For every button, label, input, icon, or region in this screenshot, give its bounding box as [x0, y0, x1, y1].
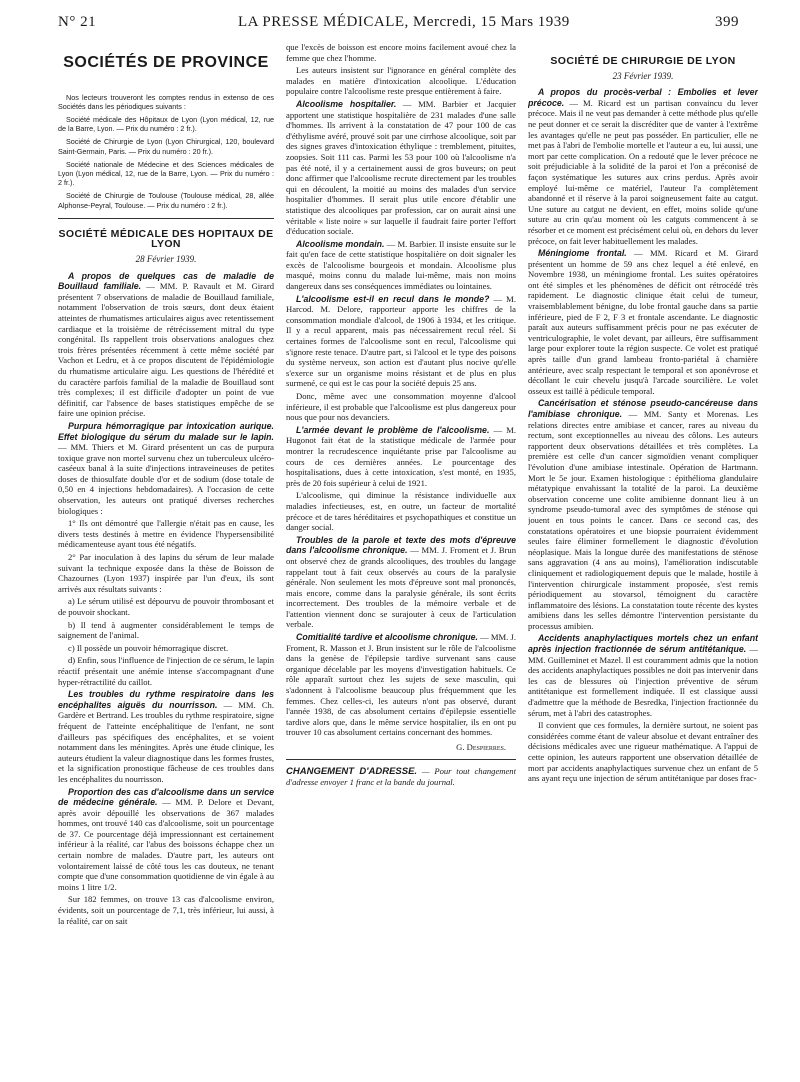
article-title: Accidents anaphylactiques mortels chez un enfant après injection fractionnée de sérum antitétanique. — [528, 633, 758, 655]
article-body: — M. Barbier. Il insiste ensuite sur le fait qu'en face de cette statistique hospitalière on doit signaler les excès de l'alcoolisme bourgeois et mondain. Alcoolisme plus masqué, moins connu du malade lui-même, mais non moins dangereux dans ses conséquences immédiates ou lointaines. — [286, 238, 516, 292]
article — [286, 239, 516, 292]
article-title: Méningiome frontal. — [538, 248, 627, 259]
intro-block — [58, 93, 274, 210]
paragraph: 2° Par inoculation à des lapins du sérum de leur malade suivant la technique exposée dans la thèse de Boisson de Chazournes (Lyon 1937) inspirée par l'un d'eux, ils sont arrivés aux résultats suivants : — [58, 552, 274, 594]
article — [286, 632, 516, 738]
article-title: Purpura hémorragique par intoxication aurique. Effet biologique du sérum du malade sur le lapin. — [58, 420, 274, 442]
intro-line: Société nationale de Médecine et des Sciences médicales de Lyon (Lyon médical, 12, rue de la Barre, Lyon. — Prix du numéro : 2 fr.). — [58, 159, 274, 188]
column-1 — [58, 42, 274, 1062]
issue-number: N° 21 — [58, 14, 97, 30]
session-date: 23 Février 1939. — [612, 70, 674, 81]
article-title: Alcoolisme mondain. — [296, 238, 385, 249]
article — [528, 398, 758, 631]
article-body: — MM. Santy et Morenas. Les relations directes entre amibiase et cancer, rares au niveau du rectum, sont exceptionnelles au niveau des côlons. Les auteurs rapportent deux observations détaillées et très complètes. La première est celle d'un cancer sigmoïdien venant compliquer l'évolution d'une amibiase intestinale. Opération de Hartmann. Mort le 5e jour. Examen histologique : épithélioma glandulaire métatypique envahissant la totalité de la paroi. La deuxième observation concerne une colite amibienne donnant lieu à un syndrome pseudo-tumoral avec des symptômes de sténose qui jouent en tous points le cancer. Dans ce second cas, des constatations opératoires et une biopsie pourraient évidemment seules faire éliminer formellement le diagnostic d'évolution néoplasique. Mais la longue durée des manifestations de sténose sans aggravation (4 ans au moins), l'amélioration indiscutable cliniquement et radiologiquement depuis que le malade, hostile à l'intervention chirurgicale instamment proposée, s'est remis périodiquement au stovarsol, témoignent du caractère inflammatoire des lésions. La constatation toute récente des kystes amibiens dans les selles démontre l'intervention persistante du processus amibien. — [528, 409, 758, 631]
notice-title: CHANGEMENT D'ADRESSE. — [286, 765, 418, 777]
article — [528, 248, 758, 396]
society-heading: SOCIÉTÉ MÉDICALE DES HOPITAUX DE LYON — [58, 227, 274, 251]
paragraph: Donc, même avec une consommation moyenne d'alcool inférieure, il est probable que l'alcoolisme est plus dangereux pour nous que pour nos devanciers. — [286, 391, 516, 423]
column-2 — [286, 42, 516, 1062]
journal-title: LA PRESSE MÉDICALE, Mercredi, 15 Mars 1939 — [238, 14, 570, 30]
article-title: Comitialité tardive et alcoolisme chronique. — [296, 632, 478, 643]
paragraph: Les auteurs insistent sur l'ignorance en général complète des malades en matière d'intoxication alcoolique. L'éducation populaire contre l'alcoolisme reste presque entièrement à faire. — [286, 65, 516, 97]
article-body: — MM. J. Froment et J. Brun ont observé chez de grands alcooliques, des troubles du langage rappelant tout à fait ceux observés au cours de la paralysie générale. Non seulement les mots d'épreuve sont mal prononcés, mais encore, comme dans la paralysie générale, ils sont écrits incorrectement. Des troubles de la mémoire verbale et de l'attention viennent donc se surajouter à ceux de l'articulation verbale. — [286, 545, 516, 630]
article — [286, 99, 516, 237]
intro-line: Société de Chirurgie de Toulouse (Toulouse médical, 28, allée Alphonse-Peyral, Toulouse. — Prix du numéro : 2 fr.). — [58, 191, 274, 210]
article-body: — MM. Ch. Gardère et Bertrand. Les troubles du rythme respiratoire, signe fréquent de l'atteinte encéphalitique de l'enfant, ne sont d'ailleurs pas spécifiques des encéphalites, et se voient notamment dans les méningites. Après une étude clinique, les auteurs étudient la valeur diagnostique dans les formes frustes, et la signification pronostique fâcheuse de ces troubles dans les encéphalites du nourrisson. — [58, 699, 274, 784]
intro-line: Société médicale des Hôpitaux de Lyon (Lyon médical, 12, rue de la Barre, Lyon. — Prix du numéro : 2 fr.). — [58, 115, 274, 134]
article — [528, 633, 758, 718]
article — [286, 294, 516, 389]
paragraph: b) Il tend à augmenter considérablement le temps de saignement de l'animal. — [58, 619, 274, 641]
paragraph: d) Enfin, sous l'influence de l'injection de ce sérum, le lapin réactif présentait une anémie intense s'accompagnant d'une hyper-rétractilité du caillot. — [58, 655, 274, 687]
divider — [58, 218, 274, 219]
article-title: Troubles de la parole et texte des mots d'épreuve dans l'alcoolisme chronique. — [286, 534, 516, 556]
article — [58, 271, 274, 419]
paragraph: Il convient que ces formules, la dernière surtout, ne soient pas considérées comme étant de valeur absolue et devant entraîner des décisions médicales avec une rigueur mathématique. A l'appui de cette opinion, les auteurs rapportent une observation détaillée de mort par accidents anaphylactiques survenue chez un enfant de 5 ans ayant reçu une injection de sérum antitétanique par doses frac- — [528, 720, 758, 784]
section-title: SOCIÉTÉS DE PROVINCE — [63, 54, 269, 71]
author-signature: G. Despierres. — [456, 742, 506, 752]
article-title: L'armée devant le problème de l'alcoolisme. — [296, 424, 490, 435]
change-of-address-notice — [286, 759, 516, 788]
article — [58, 689, 274, 784]
article-body: — M. Ricard est un partisan convaincu du lever précoce. Mais il ne veut pas demander à cette méthode plus qu'elle ne peut donner et ce serait la discréditer que de vanter à l'extrême les avantages qu'elle ne peut pas posséder. En particulier, elle ne met pas à l'abri de l'embolie mortelle et l'auteur a eu, lui aussi, une mort par cette complication. On a redouté que le lever précoce ne soit préjudiciable à la solidité de la paroi et l'on a préconisé de façon systématique les sutures aux crins perdus. Après avoir employé lui-même ce matériel, l'auteur l'a complètement abandonné et il réserve à la paroi soigneusement faite au catgut. Une suture au catgut ne devient, en effet, moins solide qu'une suture au crin qu'au moment où les catguts commencent à se résorber et ce moment est précisément celui où, en dehors du lever précoce, on fait lever habituellement les malades. — [528, 97, 758, 246]
column-3 — [528, 42, 758, 1062]
paragraph: Sur 182 femmes, on trouve 13 cas d'alcoolisme environ, évidents, soit un pourcentage de 7,1, très inférieur, lui aussi, à la réalité, car on sait — [58, 894, 274, 926]
article-body: — MM. P. Ravault et M. Girard présentent 7 observations de maladie de Bouillaud familiale, notamment l'observation de trois sœurs, dont deux étaient atteintes de rhumatismes articulaires aigus avec retentissement cardiaque et la troisième de rétrécissement mitral du type congénital. Ils rappellent trois observations analogues chez trois frères présentées récemment à cette même société par Vachon et Ledru, et à ce propos discutent de l'épidémiologie du rhumatisme articulaire aigu. Les questions de l'hérédité et du caractère parfois familial de la maladie de Bouillaud sont très complexes; il est difficile d'adopter un point de vue définitif, car l'absence de bases statistiques empêche de se faire une opinion précise. — [58, 281, 274, 419]
article-body: — M. Hugonot fait état de la statistique médicale de l'armée pour montrer la recrudescence inquiétante prise par l'alcoolisme au cours de ces dernières années. Le pourcentage des hospitalisations, dues à cette intoxication, s'est monté, en 1935, près de 20 fois supérieur à celui de 1921. — [286, 424, 516, 488]
intro-line: Nos lecteurs trouveront les comptes rendus in extenso de ces Sociétés dans les périodiques suivants : — [58, 92, 274, 111]
paragraph: L'alcoolisme, qui diminue la résistance individuelle aux maladies infectieuses, est, en outre, un facteur de mortalité précoce et de tares héréditaires et psychopathiques et constitue un danger social. — [286, 490, 516, 533]
notice-body: — Pour tout changement d'adresse envoyer 1 franc et la bande du journal. — [286, 765, 516, 788]
intro-line: Société de Chirurgie de Lyon (Lyon Chirurgical, 120, boulevard Saint-Germain, Paris. — Prix du numéro : 20 fr.). — [58, 137, 274, 156]
paragraph: c) Il possède un pouvoir hémorragique discret. — [68, 642, 229, 653]
article-title: Proportion des cas d'alcoolisme dans un service de médecine générale. — [58, 786, 274, 808]
paragraph: a) Le sérum utilisé est dépourvu de pouvoir thrombosant et de pouvoir shockant. — [58, 596, 274, 618]
running-head — [0, 0, 800, 36]
article-body: — MM. Guilleminet et Mazel. Il est couramment admis que la notion des accidents anaphylactiques possibles ne doit pas intervenir dans les cas de blessures où l'injection préventive de sérum antitétanique est formellement indiquée. Il est classique aussi d'admettre que la méthode de Besredka, l'injection fractionnée du sérum, met à l'abri des catastrophes. — [528, 644, 758, 718]
article-body: — MM. Thiers et M. Girard présentent un cas de purpura toxique grave non mortel survenu chez un tuberculeux ulcéro-caséeux banal à la suite d'injections intraveineuses de petites doses de thiosulfate double d'or et de sodium (dose totale de 0,50 en 4 injections hebdomadaires). A l'occasion de cette observation, les auteurs ont pratiqué diverses recherches biologiques : — [58, 442, 274, 516]
article-title: A propos du procès-verbal : Embolies et lever précoce. — [528, 87, 758, 108]
article-body: — MM. J. Froment, R. Masson et J. Brun insistent sur le rôle de l'alcoolisme dans la genèse de l'épilepsie tardive survenant sans cause organique décelable par les moyens d'investigation habituels. Ce rôle apparaît surtout chez les sujets de sexe masculin, qui s'adonnent à l'alcoolisme beaucoup plus fréquemment que les femmes. Chez celles-ci, les auteurs n'ont pas observé, durant l'année 1938, de cas absolument certains d'épilepsie essentielle tardive alors que, dans le même service hospitalier, ils en ont pu trouver 10 cas absolument certains concernant des hommes. — [286, 632, 516, 738]
article-body: — MM. P. Delore et Devant, après avoir dépouillé les observations de 367 malades hommes, ont trouvé 140 cas d'alcoolisme, soit un pourcentage de 37. Ce pourcentage déjà impressionnant est certainement inférieur à la réalité, car l'abus des boissons échappe chez un certain nombre de malades. D'autre part, les auteurs ont volontairement laissé de côté tous les cas douteux, ne tenant compte que d'une consommation quotidienne de vin égale à au moins 1 litre 1/2. — [58, 797, 274, 892]
article — [528, 87, 758, 246]
article-body: — MM. Ricard et M. Girard présentent un homme de 59 ans chez lequel a été enlevé, en Novembre 1938, un méningiome frontal. Les suites opératoires ont été simples et les phénomènes de déficit ont rétrocédé très rapidement. Le diagnostic clinique était celui de tumeur, vraisemblablement bénigne, du lobe frontal gauche dans sa partie inférieure, pied de F 2, F 3 et frontale ascendante. Le diagnostic paraît aux auteurs suffisamment précis pour ne pas exécuter de ventriculographie, le volet devant, par ailleurs, être suffisamment large pour explorer toute la région suspecte. Ce volet est pratiqué après taille d'un grand lambeau fronto-pariétal à charnière antérieure, avec scalp respectant le temporal et son aponévrose et décollant le cuir chevelu jusqu'à l'arcade sourcilière. Le volet osseux est taillé à pédicule temporal. — [528, 248, 758, 396]
article — [58, 421, 274, 516]
society-heading: SOCIÉTÉ DE CHIRURGIE DE LYON — [550, 55, 736, 67]
session-date: 28 Février 1939. — [135, 254, 197, 265]
article — [58, 787, 274, 893]
article-body: — MM. Barbier et Jacquier apportent une statistique hospitalière de 231 malades d'une salle d'hommes. Ils arrivent à la constatation de 47 pour 100 de cas d'éthylisme avéré, prouvé soit par une cirrhose alcoolique, soit par des signes graves d'intoxication éthylique : tremblement, pituites, zoopsies. Soit 111 cas. Parmi les 53 pour 100 où l'alcoolisme n'a pas été noté, il y a certainement aussi de gros buveurs; on peut donc affirmer que l'alcoolisme recrute directement par les troubles qui en découlent, la moitié au moins des malades d'un service hospitalier d'hommes. Il serait plus utile encore d'établir une statistique des alcooliques par profession, car on aurait ainsi une véritable « liste noire » sur laquelle il faudrait faire porter l'effort d'éducation sociale. — [286, 98, 516, 237]
article-title: A propos de quelques cas de maladie de Bouillaud familiale. — [58, 270, 274, 292]
article-title: Alcoolisme hospitalier. — [296, 98, 397, 109]
article-title: Les troubles du rythme respiratoire dans les encéphalites aiguës du nourrisson. — [58, 689, 274, 710]
paragraph: que l'excès de boisson est encore moins facilement avoué chez la femme que chez l'homme. — [286, 42, 516, 63]
article — [286, 535, 516, 630]
page-number: 399 — [715, 14, 739, 30]
article — [286, 425, 516, 489]
paragraph: 1° Ils ont démontré que l'allergie n'était pas en cause, les divers tests destinés à mettre en évidence l'hypersensibilité médicamenteuse ayant tous été négatifs. — [58, 518, 274, 550]
article-body: — M. Harcod. M. Delore, rapporteur apporte les chiffres de la consommation mondiale d'alcool, de 1906 à 1934, et les critique. Il y a recul apparent, mais pas nécessairement recul réel. Si certaines formes de l'alcoolisme sont en recul, l'alcoolisme qui s'ignore reste tenace. D'autre part, si l'alcool et le type des poisons du système nerveux, son action est d'autant plus nocive qu'elle s'exerce sur un organisme moins résistant et de plus en plus surmené, ce qui est le cas pour la société depuis 25 ans. — [286, 293, 516, 389]
article-title: Cancérisation et sténose pseudo-cancéreuse dans l'amibiase chronique. — [528, 398, 758, 419]
article-title: L'alcoolisme est-il en recul dans le monde? — [296, 293, 490, 304]
